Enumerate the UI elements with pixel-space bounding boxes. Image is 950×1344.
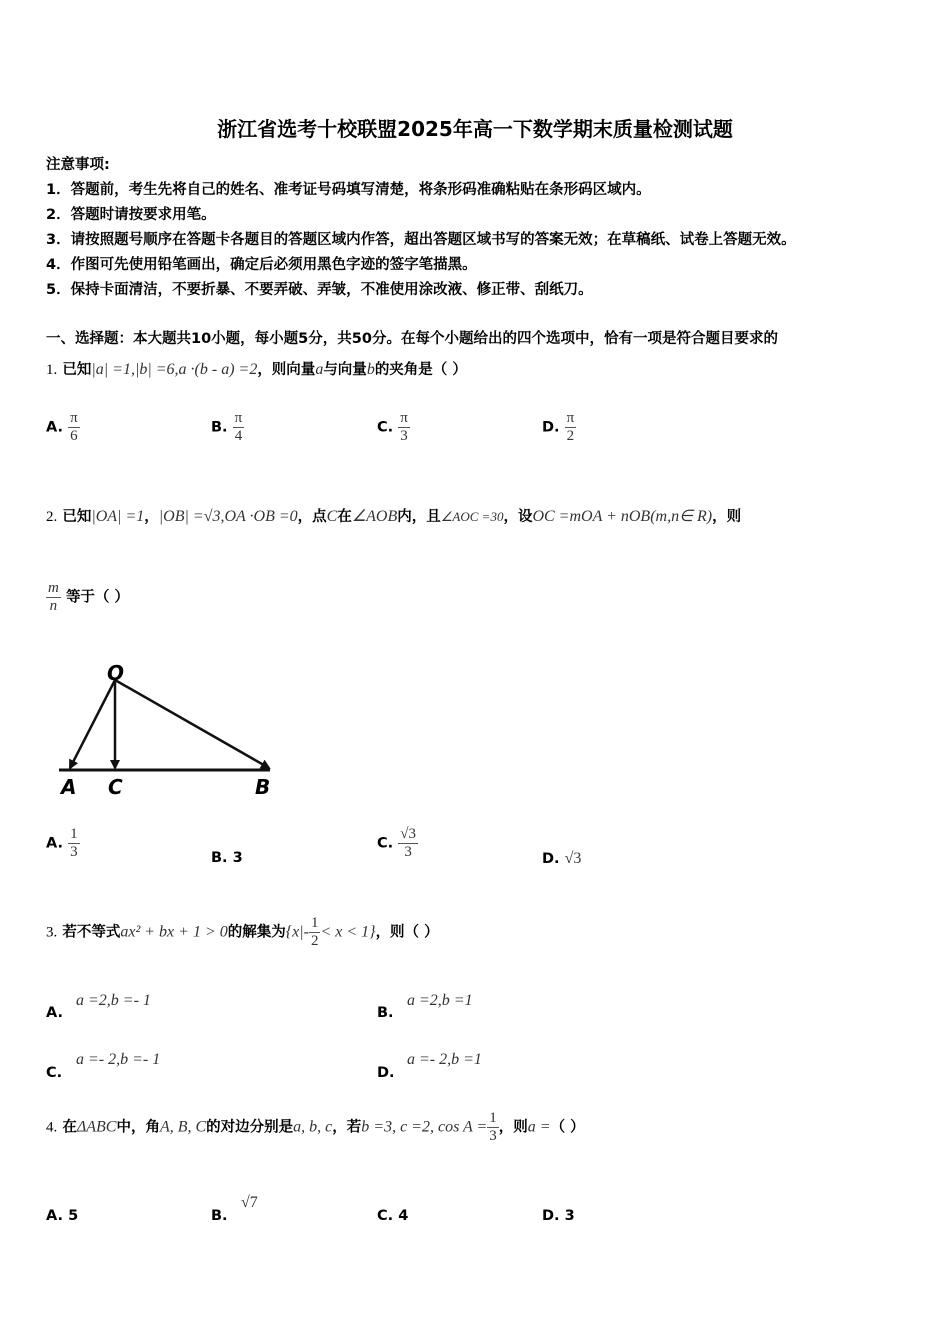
option-a-label: A. [46,1005,63,1021]
question-text: 若不等式 [62,924,121,941]
numerator: π [400,410,408,426]
sides: a, b, c [293,1118,333,1136]
vector-b: b [366,361,375,378]
angle-aob: ∠AOB [351,508,398,525]
question-text: 内，且 [397,509,441,525]
question-text: 等于（ ） [65,589,129,606]
label-b: B [255,775,271,799]
angles: A, B, C [159,1118,207,1136]
angle-aoc: ∠AOC =30 [440,509,504,524]
denominator: 6 [70,427,78,444]
question-3 [46,915,439,949]
option-label: C. [377,1208,394,1224]
denominator: n [49,597,58,614]
option-label: A. [46,1208,63,1224]
notice-item: 2．答题时请按要求用笔。 [46,207,216,223]
numerator: π [566,410,575,426]
option-d-label: D. [377,1065,395,1081]
numerator: m [48,580,59,596]
denominator: 4 [234,427,243,444]
formula: a = [527,1118,551,1136]
numerator: π [70,410,78,426]
fraction [487,1110,499,1144]
option-d[interactable] [542,1208,575,1224]
vector-ob [115,680,269,768]
option-value: 5 [68,1208,79,1224]
notice-item: 5．保持卡面清洁，不要折暴、不要弄破、弄皱，不准使用涂改液、修正带、刮纸刀。 [46,282,593,298]
fraction [68,410,80,444]
option-value: a =- 2,b =1 [407,1051,482,1068]
option-b[interactable] [211,410,244,444]
formula: |OA| =1 [91,508,145,525]
question-text: ，设 [503,509,533,525]
question-text: 在 [337,509,352,525]
question-text: ，则向量 [257,362,316,378]
fraction [398,826,418,860]
page-title: 浙江省选考十校联盟2025年高一下数学期末质量检测试题 [217,117,733,141]
label-a: A [61,775,77,799]
question-number: 4. [46,1119,58,1136]
formula: OC =mOA + nOB(m,n∈ R) [532,508,713,525]
question-text: 在 [62,1119,77,1136]
option-a[interactable] [46,1208,78,1224]
numerator: 1 [310,915,319,931]
label-o: O [107,661,125,685]
option-d[interactable] [542,410,576,444]
notice-item: 4．作图可先使用铅笔画出，确定后必须用黑色字迹的签字笔描黑。 [46,257,477,273]
option-value: a =- 2,b =- 1 [76,1051,161,1068]
vector-oa [70,680,115,768]
question-text: 的解集为 [227,924,286,941]
label-c: C [108,775,123,799]
solution-set: {x|- [285,923,309,941]
option-c[interactable] [377,410,410,444]
option-label: D. [542,851,560,867]
question-text: （ ） [550,1119,585,1136]
solution-set: < x < 1} [320,923,376,941]
denominator: 2 [310,932,319,949]
question-text: ，若 [332,1119,362,1136]
numerator: 1 [70,826,78,842]
point-c: C [326,508,338,525]
option-label: B. [211,419,228,436]
question-text: 中，角 [116,1119,160,1136]
option-value: √7 [241,1194,258,1211]
question-text: ， [144,509,159,525]
option-label: A. [46,835,63,852]
triangle-diagram [55,660,285,800]
vector-a: a [315,361,324,378]
question-1 [46,358,467,379]
option-value: a =2,b =- 1 [76,992,151,1009]
option-value: 4 [398,1208,409,1224]
denominator: 3 [489,1127,497,1144]
option-d[interactable] [542,848,581,868]
denominator: 3 [400,427,408,444]
formula: |a| =1,|b| =6,a ·(b - a) =2 [91,361,258,378]
option-c[interactable] [377,826,418,860]
fraction [565,410,577,444]
option-b[interactable] [211,850,243,866]
question-number: 3. [46,924,58,941]
fraction [46,580,61,614]
numerator: π [234,410,243,426]
fraction [309,915,321,949]
fraction [68,826,80,860]
formula: |OB| =√3,OA ·OB =0 [158,508,298,525]
question-number: 1. [46,362,58,378]
question-text: 已知 [62,509,92,525]
notice-item: 1．答题前，考生先将自己的姓名、准考证号码填写清楚，将条形码准确粘贴在条形码区域内。 [46,182,651,198]
question-text: ，则 [498,1119,528,1136]
option-a[interactable] [46,410,80,444]
option-b-label: B. [377,1005,394,1021]
section-heading: 一、选择题：本大题共10小题，每小题5分，共50分。在每个小题给出的四个选项中，恰有一项是符合题目要求的 [46,331,778,347]
triangle-abc: ΔABC [76,1118,117,1136]
inequality: ax² + bx + 1 > 0 [120,923,228,941]
option-value: a =2,b =1 [407,992,473,1009]
given-values: b =3, c =2, cos A = [361,1118,488,1136]
fraction [398,410,410,444]
question-text: 的夹角是（ ） [374,362,467,378]
fraction [233,410,245,444]
question-2 [46,505,741,526]
question-text: ，点 [297,509,327,525]
notice-heading: 注意事项: [46,157,110,173]
question-text: 的对边分别是 [206,1119,294,1136]
denominator: 3 [70,843,78,860]
question-4 [46,1110,585,1144]
denominator: 3 [404,843,412,860]
option-label: B. [211,850,228,866]
option-label: D. [542,419,560,436]
numerator: 1 [489,1110,497,1126]
option-value: √3 [564,850,582,867]
notice-item: 3．请按照题号顺序在答题卡各题目的答题区域内作答，超出答题区域书写的答案无效；在草稿纸、试卷上答题无效。 [46,232,796,248]
option-a[interactable] [46,826,80,860]
option-b-label: B. [211,1208,228,1224]
question-text: 与向量 [323,362,367,378]
option-value: 3 [564,1208,575,1224]
question-number: 2. [46,509,58,525]
option-label: C. [377,419,394,436]
option-value: 3 [232,850,243,866]
question-2-continued [46,580,129,614]
numerator: √3 [400,826,416,842]
option-label: D. [542,1208,560,1224]
option-label: C. [377,835,394,852]
question-text: ，则（ ） [375,924,439,941]
option-label: A. [46,419,63,436]
question-text: ，则 [712,509,742,525]
question-text: 已知 [62,362,92,378]
option-c-label: C. [46,1065,63,1081]
denominator: 2 [566,427,575,444]
option-c[interactable] [377,1208,408,1224]
